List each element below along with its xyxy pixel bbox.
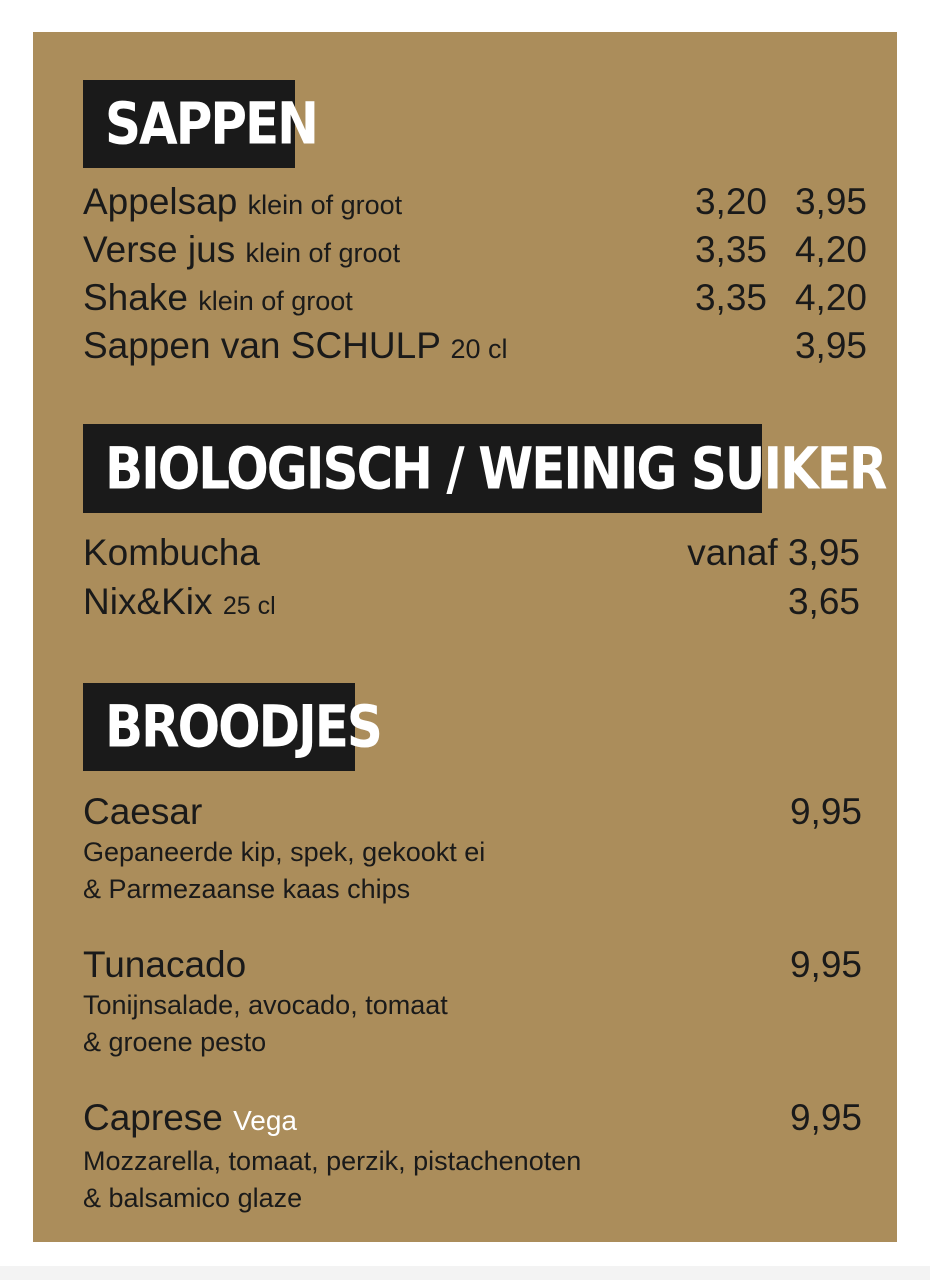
section-header-broodjes <box>83 683 381 771</box>
description-line: Mozzarella, tomaat, perzik, pistachenoten <box>83 1146 582 1176</box>
menu-row-sappen-van-schulp <box>83 323 867 369</box>
item-price: 3,65 <box>787 581 860 622</box>
item-description <box>83 987 862 1061</box>
section-header-biologisch <box>83 424 886 513</box>
item-price: 9,95 <box>789 944 862 985</box>
item-qualifier: 20 cl <box>450 334 508 364</box>
item-name: Tunacado <box>83 944 247 985</box>
item-price: 9,95 <box>789 1097 862 1138</box>
item-name: Kombucha <box>83 532 260 573</box>
price-small: 3,35 <box>694 229 767 270</box>
item-description <box>83 1143 862 1217</box>
price-large: 4,20 <box>794 277 867 318</box>
item-description <box>83 834 862 908</box>
item-name: Caesar <box>83 791 203 832</box>
item-name: Verse jus <box>83 229 236 270</box>
item-name: Caprese <box>83 1097 223 1138</box>
menu-row-verse-jus <box>83 227 867 273</box>
item-name: Shake <box>83 277 188 318</box>
menu-panel <box>33 32 897 1242</box>
description-line: & groene pesto <box>83 1027 267 1057</box>
item-qualifier: klein of groot <box>247 190 403 220</box>
section-title: SAPPEN <box>105 90 317 158</box>
menu-item-caprese <box>83 1096 862 1217</box>
section-title: BIOLOGISCH / WEINIG SUIKER <box>105 435 886 502</box>
description-line: Tonijnsalade, avocado, tomaat <box>83 990 448 1020</box>
menu-row-appelsap <box>83 179 867 225</box>
price-large: 3,95 <box>794 325 867 366</box>
item-qualifier: klein of groot <box>198 286 353 316</box>
price-small: 3,20 <box>694 181 767 222</box>
menu-item-tunacado <box>83 943 862 1061</box>
description-line: & Parmezaanse kaas chips <box>83 874 411 904</box>
item-price: 9,95 <box>789 791 862 832</box>
menu-item-caesar <box>83 790 862 908</box>
item-price: vanaf 3,95 <box>687 532 860 573</box>
menu-row-shake <box>83 275 867 321</box>
item-qualifier: klein of groot <box>245 238 401 268</box>
price-large: 4,20 <box>794 229 867 270</box>
section-title: BROODJES <box>105 693 381 761</box>
item-name: Nix&Kix <box>83 581 213 622</box>
vega-tag: Vega <box>233 1105 297 1136</box>
menu-row-nix-kix <box>83 579 867 625</box>
bottom-strip <box>0 1266 930 1280</box>
item-qualifier: 25 cl <box>222 592 276 620</box>
item-name: Appelsap <box>83 181 238 222</box>
menu-row-kombucha <box>83 530 867 576</box>
item-name: Sappen van SCHULP <box>83 325 441 366</box>
description-line: Gepaneerde kip, spek, gekookt ei <box>83 837 486 867</box>
description-line: & balsamico glaze <box>83 1183 303 1213</box>
price-large: 3,95 <box>794 181 867 222</box>
price-small: 3,35 <box>694 277 767 318</box>
section-header-sappen <box>83 80 317 168</box>
